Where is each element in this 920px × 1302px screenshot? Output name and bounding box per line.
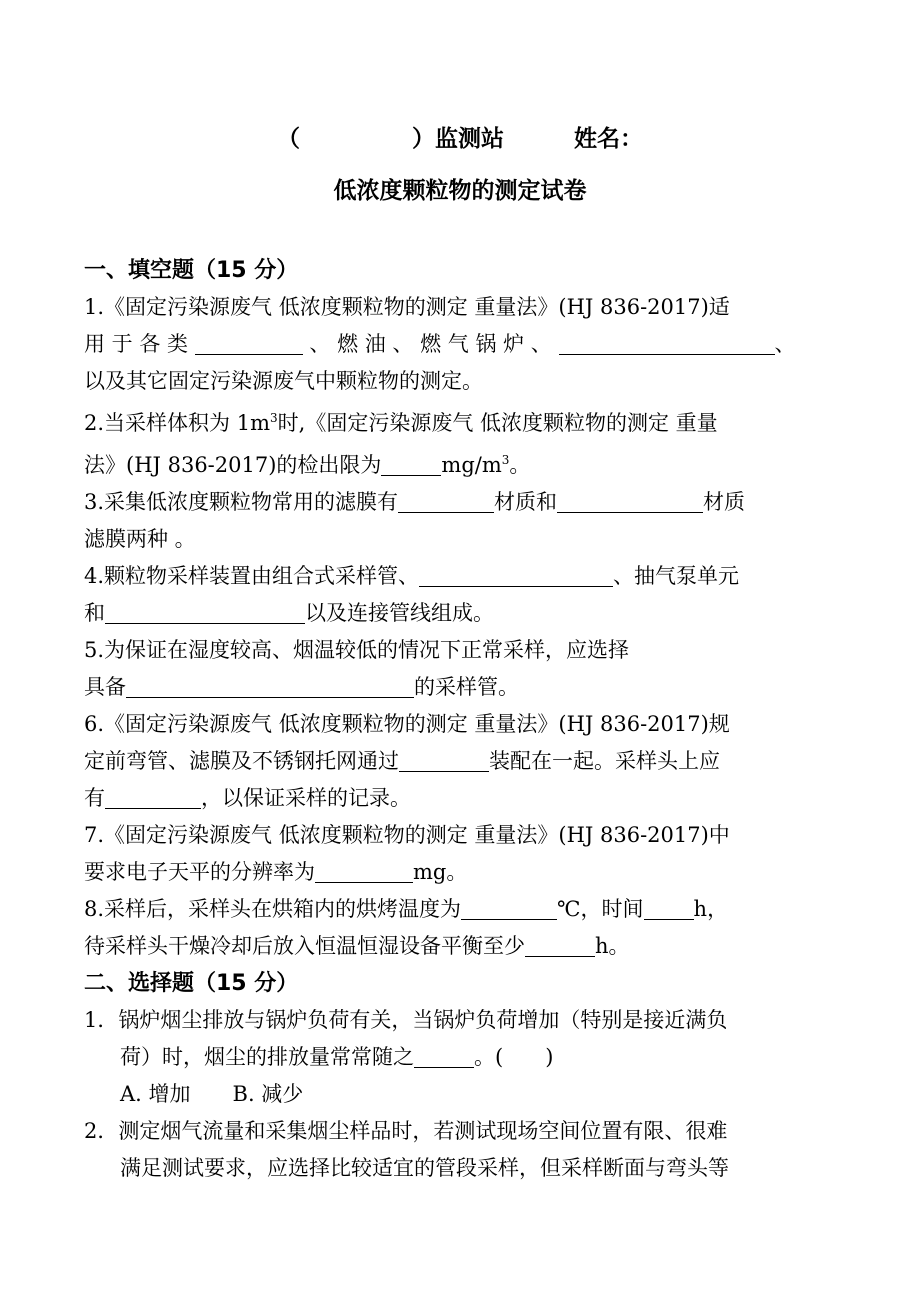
question-2-line-2 (84, 442, 838, 484)
question-5-text: 具备 (84, 675, 126, 699)
question-2-text: 法》(HJ 836-2017)的检出限为 (84, 453, 382, 477)
answer-blank[interactable] (461, 895, 557, 920)
question-4-text: 4.颗粒物采样装置由组合式采样管、 (84, 564, 420, 588)
question-3-text: 材质和 (494, 490, 558, 514)
question-6-text: 装配在一起。采样头上应 (489, 749, 720, 773)
section-fill-blank-heading: 一、填空题（15 分） (84, 258, 299, 283)
answer-blank[interactable] (105, 784, 201, 809)
answer-blank[interactable] (398, 488, 494, 513)
question-1-text: 用 于 各 类 (84, 332, 189, 356)
question-3-text: 3.采集低浓度颗粒物常用的滤膜有 (84, 490, 399, 514)
question-6-line-3 (84, 780, 838, 817)
answer-blank[interactable] (399, 747, 489, 772)
answer-blank[interactable] (559, 330, 775, 355)
question-6-line-1: 6.《固定污染源废气 低浓度颗粒物的测定 重量法》(HJ 836-2017)规 (84, 712, 730, 736)
answer-parentheses: 。( ) (474, 1045, 554, 1069)
answer-blank[interactable] (525, 932, 595, 957)
question-6-text: ，以保证采样的记录。 (201, 786, 411, 810)
question-7-line-1: 7.《固定污染源废气 低浓度颗粒物的测定 重量法》(HJ 836-2017)中 (84, 823, 730, 847)
exam-title: 低浓度颗粒物的测定试卷 (333, 178, 587, 204)
question-8-text: 待采样头干燥冷却后放入恒温恒湿设备平衡至少 (84, 934, 525, 958)
answer-blank[interactable] (126, 673, 414, 698)
choice-question-2-line-2: 满足测试要求，应选择比较适宜的管段采样，但采样断面与弯头等 (120, 1156, 729, 1180)
question-4-text: 、抽气泵单元 (613, 564, 740, 588)
question-4-line-2 (84, 595, 838, 632)
header-paren-close: ） (412, 126, 435, 152)
header-station: 监测站 (435, 126, 504, 152)
choice-question-2-line-1: 2．测定烟气流量和采集烟尘样品时，若测试现场空间位置有限、很难 (84, 1119, 728, 1143)
question-4-text: 和 (84, 601, 105, 625)
question-8-line-1 (84, 891, 838, 928)
question-2-text: 时,《固定污染源废气 低浓度颗粒物的测定 重量 (277, 411, 718, 435)
answer-blank[interactable] (419, 562, 613, 587)
answer-blank[interactable] (195, 330, 303, 355)
question-2-text: 2.当采样体积为 1m (84, 411, 270, 435)
exam-content (84, 252, 838, 1187)
question-2-line-1 (84, 400, 838, 442)
question-4-line-1 (84, 558, 838, 595)
question-6-line-2 (84, 743, 838, 780)
superscript: 3 (270, 411, 278, 425)
question-8-text: 8.采样后，采样头在烘箱内的烘烤温度为 (84, 897, 462, 921)
question-8-text: ℃，时间 (557, 897, 644, 921)
question-8-text: h， (693, 897, 729, 921)
unit-text: mg/m (441, 453, 502, 477)
question-1-text: 、 燃 油 、 燃 气 锅 炉 、 (309, 332, 552, 356)
choice-question-1-text: 荷）时，烟尘的排放量常常随之 (120, 1045, 414, 1069)
question-1-line-2 (84, 326, 838, 363)
question-7-text: mg。 (413, 860, 468, 884)
superscript: 3 (501, 453, 510, 467)
answer-blank[interactable] (381, 451, 441, 476)
question-5-line-1: 5.为保证在湿度较高、烟温较低的情况下正常采样，应选择 (84, 638, 630, 662)
question-6-text: 定前弯管、滤膜及不锈钢托网通过 (84, 749, 399, 773)
question-3-text: 材质 (703, 490, 746, 514)
question-1-line-1: 1.《固定污染源废气 低浓度颗粒物的测定 重量法》(HJ 836-2017)适 (84, 295, 730, 319)
choice-question-1-options[interactable]: A. 增加 B. 减少 (120, 1082, 304, 1106)
choice-question-1-line-1: 1．锅炉烟尘排放与锅炉负荷有关，当锅炉负荷增加（特别是接近满负 (84, 1008, 728, 1032)
question-6-text: 有 (84, 786, 105, 810)
question-8-text: h。 (595, 934, 630, 958)
header-paren-open: （ (277, 126, 300, 152)
question-4-text: 以及连接管线组成。 (305, 601, 494, 625)
answer-blank[interactable] (105, 599, 305, 624)
question-5-text: 的采样管。 (414, 675, 519, 699)
exam-header (0, 120, 920, 153)
question-1-text: 、 (774, 332, 796, 356)
question-7-line-2 (84, 854, 838, 891)
header-name-label: 姓名： (574, 126, 643, 152)
question-7-text: 要求电子天平的分辨率为 (84, 860, 315, 884)
answer-blank[interactable] (315, 858, 413, 883)
answer-blank[interactable] (414, 1043, 474, 1068)
question-3-line-1 (84, 484, 838, 521)
answer-blank[interactable] (557, 488, 703, 513)
question-3-line-2: 滤膜两种 。 (84, 527, 196, 551)
question-1-line-3: 以及其它固定污染源废气中颗粒物的测定。 (84, 369, 483, 393)
question-5-line-2 (84, 669, 838, 706)
question-2-text: 。 (509, 453, 531, 477)
answer-blank[interactable] (644, 895, 694, 920)
question-8-line-2 (84, 928, 838, 965)
choice-question-1-line-2 (84, 1039, 838, 1076)
section-multiple-choice-heading: 二、选择题（15 分） (84, 971, 299, 996)
